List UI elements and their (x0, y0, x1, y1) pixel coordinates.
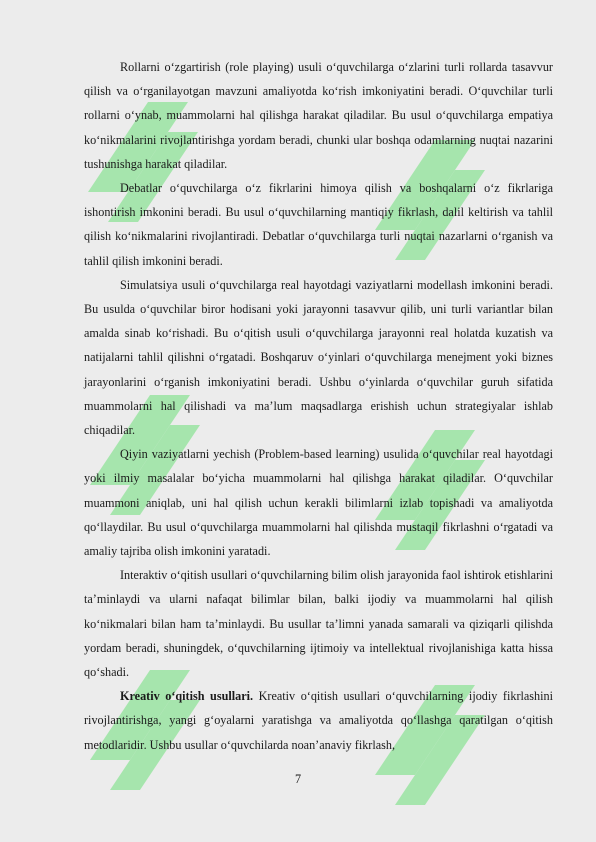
paragraph: Interaktiv o‘qitish usullari o‘quvchilarning bilim olish jarayonida faol ishtirok etishlarini ta’minlaydi va ularni nafaqat bilimlar bilan, balki ijodiy va muammolarni hal qilish ko‘nikmalari bilan ham ta’minlaydi. Bu usullar ta’limni yanada samarali va qiziqarli qilishda yordam beradi, shuningdek, o‘quvchilarning ijtimoiy va intellektual rivojlanishiga katta hissa qo‘shadi. (84, 568, 553, 680)
section-heading: Kreativ o‘qitish usullari. (120, 689, 254, 704)
paragraph (84, 684, 553, 757)
paragraph: Rollarni o‘zgartirish (role playing) usuli o‘quvchilarga o‘zlarini turli rollarda tasavvur qilish va o‘rganilayotgan mavzuni amaliyotda ko‘rish imkoniyatini beradi. O‘quvchilar turli rollarni o‘ynab, muammolarni hal qilishga harakat qiladilar. Bu usul o‘quvchilarga empatiya ko‘nikmalarini rivojlantirishga yordam beradi, chunki ular boshqa odamlarning nuqtai nazarini tushunishga harakat qiladilar. (84, 60, 553, 171)
paragraph-text: Kreativ o‘qitish usullari o‘quvchilarning ijodiy fikrlashini rivojlantirishga, yangi g‘oyalarni yaratishga va amaliyotda qo‘llashga qaratilgan o‘qitish metodlaridir. Ushbu usullar o‘quvchilarda noan’anaviy fikrlash, (84, 689, 553, 752)
page-number: 7 (294, 772, 302, 786)
body-text (84, 55, 553, 757)
paragraph: Qiyin vaziyatlarni yechish (Problem-based learning) usulida o‘quvchilar real hayotdagi yoki ilmiy masalalar bo‘yicha muammolarni hal qilishga harakat qiladilar. O‘quvchilar muammoni aniqlab, uni hal qilish uchun kerakli bilimlarni izlab topishadi va amaliyotda qo‘llaydilar. Bu usul o‘quvchilarga muammolarni hal qilishda mustaqil fikrlashni o‘rgatadi va amaliy tajriba olish imkonini yaratadi. (84, 447, 553, 559)
paragraph: Debatlar o‘quvchilarga o‘z fikrlarini himoya qilish va boshqalarni o‘z fikrlariga ishontirish imkonini beradi. Bu usul o‘quvchilarning mantiqiy fikrlash, dalil keltirish va tahlil qilish ko‘nikmalarini rivojlantiradi. Debatlar o‘quvchilarga turli nuqtai nazarlarni o‘rganish va tahlil qilish imkonini beradi. (84, 181, 553, 268)
paragraph: Simulatsiya usuli o‘quvchilarga real hayotdagi vaziyatlarni modellash imkonini beradi. Bu usulda o‘quvchilar biror hodisani yoki jarayonni tasavvur qilib, uni turli variantlar bilan amalda sinab ko‘rishadi. Bu o‘qitish usuli o‘quvchilarga jarayonni real holatda kuzatish va natijalarni tahlil qilishni o‘rgatadi. Boshqaruv o‘yinlari o‘quvchilarga menejment yoki biznes jarayonlarini o‘rganish imkoniyatini beradi. Ushbu o‘yinlarda o‘quvchilar guruh sifatida muammolarni hal qilishadi va ma’lum maqsadlarga erishish uchun strategiyalar ishlab chiqadilar. (84, 277, 553, 438)
